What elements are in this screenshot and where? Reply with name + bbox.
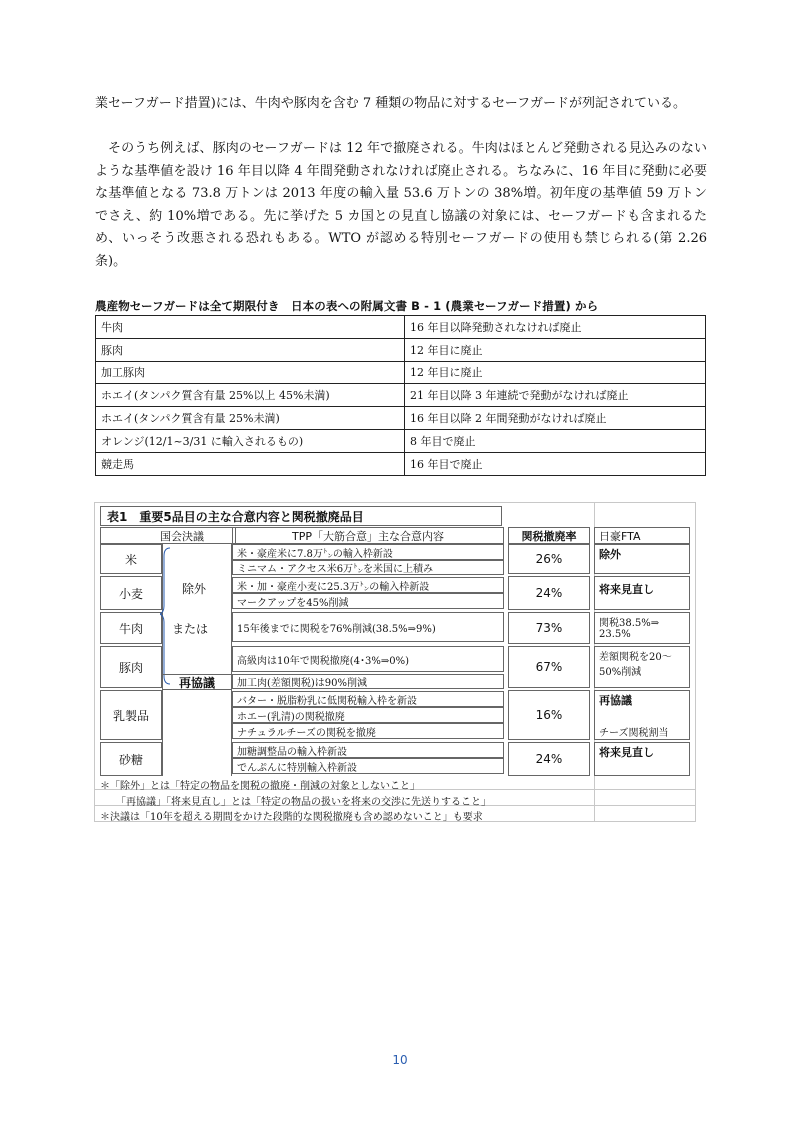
content-pork-2: 加工肉(差額関税)は90%削減: [232, 674, 504, 689]
table-cell-item: 競走馬: [96, 452, 405, 475]
note-2: 「再協議」「将来見直し」とは「特定の物品の扱いを将来の交渉に先送りすること」: [116, 797, 491, 808]
fta-beef-line-2: 23.5%: [599, 629, 631, 640]
fta-rice: 除外: [594, 544, 690, 574]
table-row: [96, 407, 706, 430]
content-wheat-2: マークアップを45%削減: [232, 593, 504, 609]
resolution-renegotiate: 再協議: [162, 674, 232, 690]
intro-paragraph-1: 業セーフガード措置)には、牛肉や豚肉を含む 7 種類の物品に対するセーフガードが列記されている。: [95, 96, 687, 111]
rate-beef: 73%: [508, 612, 590, 644]
fta-beef-line-1: 関税38.5%⇒: [599, 618, 660, 629]
table-cell-rule: 21 年目以降 3 年連続で発動がなければ廃止: [405, 384, 706, 407]
table-row: [96, 429, 706, 452]
table-cell-item: 加工豚肉: [96, 361, 405, 384]
table-cell-item: オレンジ(12/1~3/31 に輸入されるもの): [96, 429, 405, 452]
table-row: [96, 338, 706, 361]
fta-dairy-line-2: チーズ関税割当: [599, 728, 669, 739]
fta-dairy-line-1: 再協議: [599, 694, 632, 707]
rate-wheat: 24%: [508, 576, 590, 610]
safeguard-table: [95, 315, 706, 476]
fta-pork: [594, 646, 690, 688]
intro-paragraph-2: そのうち例えば、豚肉のセーフガードは 12 年で撤廃される。牛肉はほとんど発動される見込みのないような基準値を設け 16 年目以降 4 年間発動されなければ廃止される。ちなみに、16 年目に発動に必要な基準値となる 73.8 万トンは 2013 年度の輸入量 53.6 万トンの 38%増。初年度の基準値 59 万トンでさえ、約 10%増である。先に挙げた 5 カ国との見直し協議の対象には、セーフガードも含まれるため、いっそう改悪される恐れもある。WTO が認める特別セーフガードの使用も禁じられる(第 2.26 条)。: [95, 141, 707, 269]
content-rice-2: ミニマム・アクセス米6万㌧を米国に上積み: [232, 560, 504, 575]
fta-pork-line-2: 50%削減: [599, 667, 642, 678]
table-cell-item: ホエイ(タンパク質含有量 25%未満): [96, 407, 405, 430]
note-3: ＊決議は「10年を超える期間をかけた段階的な関税撤廃も含め認めないこと」も要求: [100, 812, 483, 823]
fta-sugar: 将来見直し: [594, 742, 690, 776]
item-beef: 牛肉: [100, 612, 162, 644]
header-rate: 関税撤廃率: [508, 527, 590, 544]
table-cell-item: ホエイ(タンパク質含有量 25%以上 45%未満): [96, 384, 405, 407]
table-cell-rule: 16 年目で廃止: [405, 452, 706, 475]
header-resolution: 国会決議: [100, 527, 236, 544]
safeguard-table-title: 農産物セーフガードは全て期限付き 日本の表への附属文書 B - 1 (農業セーフガード措置) から: [95, 299, 599, 313]
page-number: 10: [392, 1053, 408, 1067]
item-pork: 豚肉: [100, 646, 162, 688]
content-sugar-2: でんぷんに特別輸入枠新設: [232, 758, 504, 774]
table-cell-rule: 8 年目で廃止: [405, 429, 706, 452]
table-row: [96, 452, 706, 475]
fta-wheat: 将来見直し: [594, 576, 690, 610]
content-dairy-3: ナチュラルチーズの関税を撤廃: [232, 723, 504, 739]
table-cell-rule: 16 年目以降発動されなければ廃止: [405, 316, 706, 339]
resolution-exclude: 除外: [182, 582, 207, 596]
item-sugar: 砂糖: [100, 742, 162, 776]
rate-dairy: 16%: [508, 690, 590, 740]
table-cell-rule: 12 年目に廃止: [405, 361, 706, 384]
table-row: [96, 384, 706, 407]
table-cell-item: 牛肉: [96, 316, 405, 339]
brace-icon: [160, 546, 174, 686]
header-content: TPP「大筋合意」主な合意内容: [232, 527, 504, 544]
table2-title: 表1 重要5品目の主な合意内容と関税撤廃品目: [100, 506, 502, 526]
header-fta: 日豪FTA: [594, 527, 690, 544]
content-dairy-1: バター・脱脂粉乳に低関税輸入枠を新設: [232, 691, 504, 707]
content-dairy-2: ホエー(乳清)の関税撤廃: [232, 707, 504, 723]
item-wheat: 小麦: [100, 576, 162, 610]
table-cell-item: 豚肉: [96, 338, 405, 361]
tariff-agreement-table: [94, 502, 696, 822]
fta-pork-line-1: 差額関税を20～: [599, 652, 672, 663]
rate-pork: 67%: [508, 646, 590, 688]
item-rice: 米: [100, 544, 162, 574]
resolution-or: または: [172, 622, 209, 636]
item-dairy: 乳製品: [100, 690, 162, 740]
rate-sugar: 24%: [508, 742, 590, 776]
rate-rice: 26%: [508, 544, 590, 574]
content-pork-1: 高級肉は10年で関税撤廃(4･3%⇒0%): [232, 646, 504, 672]
content-sugar-1: 加糖調整品の輸入枠新設: [232, 742, 504, 758]
table-row: [96, 361, 706, 384]
table-cell-rule: 12 年目に廃止: [405, 338, 706, 361]
table-cell-rule: 16 年目以降 2 年間発動がなければ廃止: [405, 407, 706, 430]
table-row: [96, 316, 706, 339]
content-rice-1: 米・豪産米に7.8万㌧の輸入枠新設: [232, 544, 504, 560]
note-1: ＊「除外」とは「特定の物品を関税の撤廃・削減の対象としないこと」: [100, 781, 420, 792]
fta-beef: [594, 612, 690, 644]
content-beef-1: 15年後までに関税を76%削減(38.5%⇒9%): [232, 612, 504, 642]
content-wheat-1: 米・加・豪産小麦に25.3万㌧の輸入枠新設: [232, 577, 504, 593]
fta-dairy: [594, 690, 690, 740]
